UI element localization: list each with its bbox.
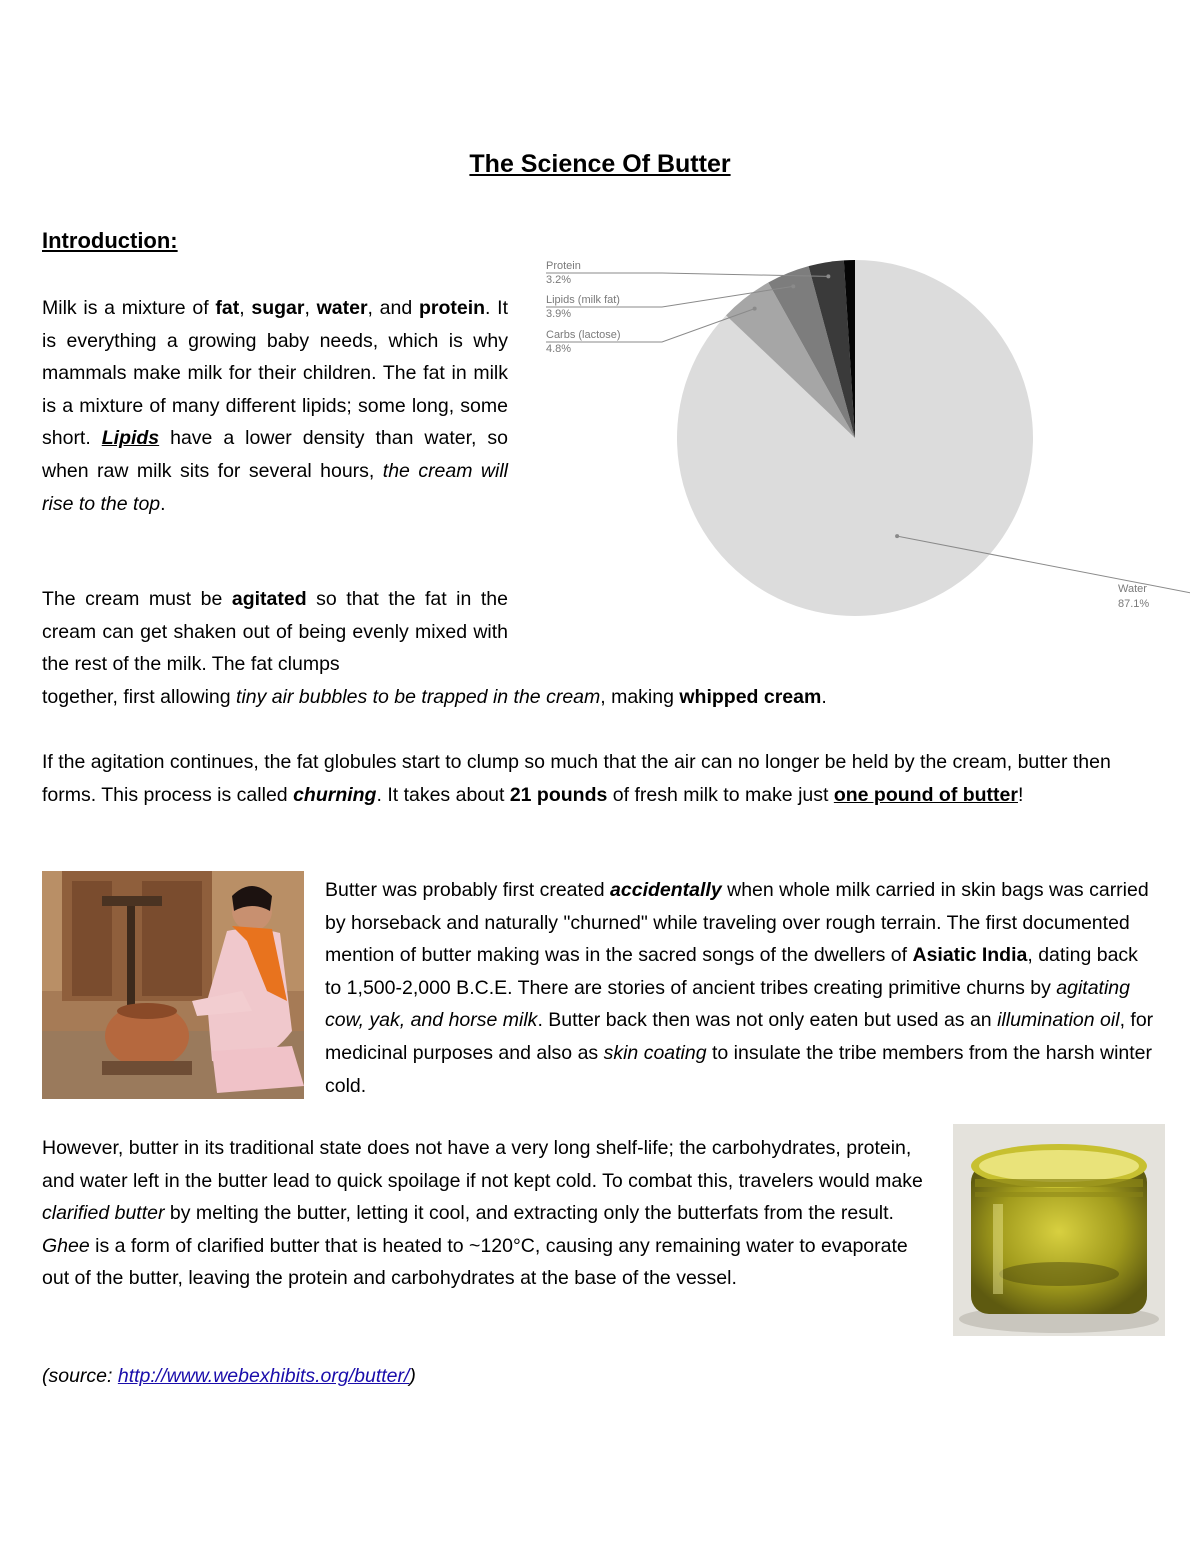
history-paragraph: Butter was probably first created accidentally when whole milk carried in skin bags was carried by horseback and naturally "churned" while traveling over rough terrain. The first documented mention of butter making was in the sacred songs of the dwellers of Asiatic India, dating back to 1,500-2,000 B.C.E. There are stories of ancient tribes creating primitive churns by agitating cow, yak, and horse milk. Butter back then was not only eaten but used as an illumination oil, for medicinal purposes and also as skin coating to insulate the tribe members from the harsh winter cold. bbox=[325, 879, 1154, 1097]
pie-leader-dot bbox=[791, 284, 795, 288]
pie-value-label: 3.9% bbox=[546, 308, 572, 320]
pie-value-label: 4.8% bbox=[546, 343, 572, 355]
pie-label: Water bbox=[1118, 583, 1147, 595]
intro-heading: Introduction: bbox=[42, 228, 178, 253]
intro-paragraph: Milk is a mixture of fat, sugar, water, and protein. It is everything a growing baby needs, which is why mammals make milk for their children. The fat in milk is a mixture of many different lipids; some long, some short. Lipids have a lower density than water, so when raw milk sits for several hours, the cream will rise to the top. bbox=[42, 297, 509, 515]
pie-value-label: 3.2% bbox=[546, 274, 572, 286]
pie-leader-dot bbox=[826, 274, 830, 278]
source-line: (source: http://www.webexhibits.org/butter/) bbox=[42, 1365, 416, 1387]
ghee-jar-photo bbox=[953, 1124, 1165, 1336]
pie-label: Lipids (milk fat) bbox=[546, 294, 620, 306]
woman-churning-photo bbox=[42, 871, 304, 1099]
pie-label: Protein bbox=[546, 260, 581, 272]
agitation-paragraph: The cream must be agitated so that the fat in the cream can get shaken out of being evenly mixed with the rest of the milk. The fat clumps bbox=[42, 588, 508, 676]
source-link[interactable]: http://www.webexhibits.org/butter/ bbox=[117, 1365, 410, 1387]
lipids-emphasis: Lipids bbox=[101, 427, 160, 450]
pie-label: Carbs (lactose) bbox=[546, 329, 621, 341]
agitation-paragraph-end: together, first allowing tiny air bubbles to be trapped in the cream, making whipped cream. bbox=[42, 686, 827, 708]
pie-value-label: 87.1% bbox=[1118, 598, 1150, 610]
one-pound-emphasis: one pound of butter bbox=[833, 783, 1018, 806]
ghee-paragraph: However, butter in its traditional state does not have a very long shelf-life; the carbohydrates, protein, and water left in the butter lead to quick spoilage if not kept cold. To combat this, travelers would make clarified butter by melting the butter, letting it cool, and extracting only the butterfats from the result. Ghee is a form of clarified butter that is heated to ~120°C, causing any remaining water to evaporate out of the butter, leaving the protein and carbohydrates at the base of the vessel. bbox=[42, 1137, 923, 1290]
pie-leader-dot bbox=[753, 307, 757, 311]
milk-composition-pie-chart bbox=[520, 250, 1190, 630]
page-title: The Science Of Butter bbox=[469, 150, 731, 178]
churning-paragraph: If the agitation continues, the fat globules start to clump so much that the air can no longer be held by the cream, butter then forms. This process is called churning. It takes about 21 pounds of fresh milk to make just one pound of butter! bbox=[42, 751, 1111, 806]
pie-leader-dot bbox=[895, 534, 899, 538]
